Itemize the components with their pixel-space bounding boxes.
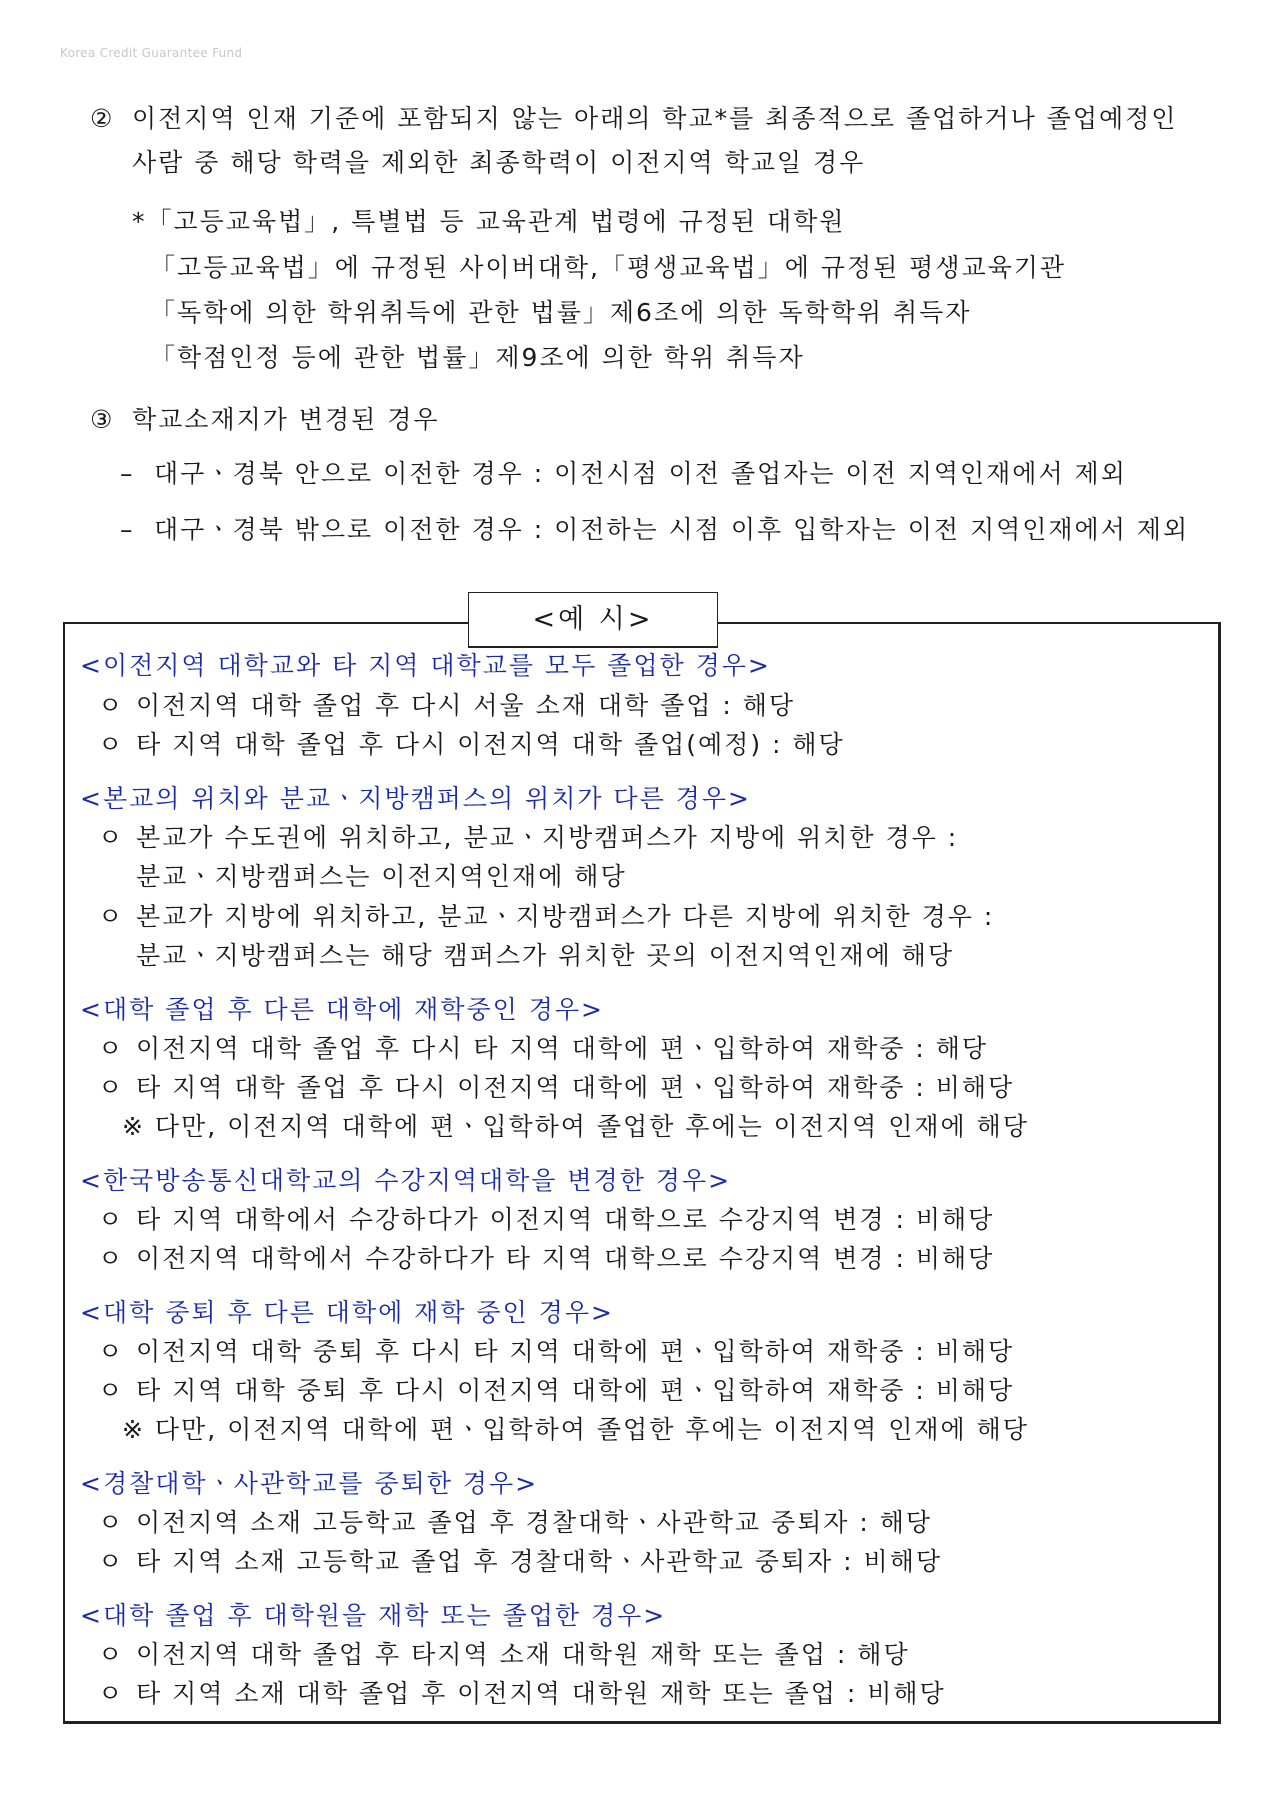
example-bullet (98, 725, 845, 765)
example-heading: <대학 졸업 후 대학원을 재학 또는 졸업한 경우> (80, 1601, 667, 1630)
item-2-note-1: *「고등교육법」, 특별법 등 교육관계 법령에 규정된 대학원 (132, 207, 846, 236)
bullet-mark: ㅇ (98, 1034, 125, 1063)
bullet-mark: ㅇ (98, 1244, 125, 1273)
item-2-line-2: 사람 중 해당 학력을 제외한 최종학력이 이전지역 학교일 경우 (132, 148, 866, 177)
example-bullet-continuation: 분교ㆍ지방캠퍼스는 해당 캠퍼스가 위치한 곳의 이전지역인재에 해당 (136, 941, 955, 970)
dash-mark: – (120, 515, 135, 544)
item-3-text: 학교소재지가 변경된 경우 (132, 405, 440, 434)
dash-text: 대구ㆍ경북 안으로 이전한 경우 : 이전시점 이전 졸업자는 이전 지역인재에서 제외 (154, 459, 1127, 488)
bullet-mark: ㅇ (98, 691, 125, 720)
bullet-text: 본교가 지방에 위치하고, 분교ㆍ지방캠퍼스가 다른 지방에 위치한 경우 : (136, 902, 995, 931)
example-remark (122, 1107, 1029, 1147)
example-bullet (98, 818, 958, 858)
bullet-mark: ㅇ (98, 1508, 125, 1537)
bullet-mark: ㅇ (98, 1337, 125, 1366)
example-bullet (98, 897, 994, 937)
remark-text: 다만, 이전지역 대학에 편ㆍ입학하여 졸업한 후에는 이전지역 인재에 해당 (154, 1415, 1029, 1444)
bullet-mark: ㅇ (98, 1679, 125, 1708)
bullet-text: 타 지역 대학 졸업 후 다시 이전지역 대학 졸업(예정) : 해당 (136, 730, 845, 759)
example-heading: <한국방송통신대학교의 수강지역대학을 변경한 경우> (80, 1166, 732, 1195)
example-bullet (98, 1635, 910, 1675)
example-bullet (98, 1068, 1014, 1108)
item-3-number: ③ (90, 405, 115, 434)
bullet-mark: ㅇ (98, 730, 125, 759)
bullet-mark: ㅇ (98, 1640, 125, 1669)
item-3-dash-1 (120, 452, 1127, 496)
example-bullet-continuation: 분교ㆍ지방캠퍼스는 이전지역인재에 해당 (136, 862, 627, 891)
bullet-text: 이전지역 대학 중퇴 후 다시 타 지역 대학에 편ㆍ입학하여 재학중 : 비해당 (136, 1337, 1015, 1366)
example-heading: <대학 졸업 후 다른 대학에 재학중인 경우> (80, 995, 604, 1024)
bullet-text: 타 지역 대학 중퇴 후 다시 이전지역 대학에 편ㆍ입학하여 재학중 : 비해당 (136, 1376, 1015, 1405)
bullet-mark: ㅇ (98, 1073, 125, 1102)
item-2-note-2: 「고등교육법」에 규정된 사이버대학,「평생교육법」에 규정된 평생교육기관 (150, 253, 1067, 282)
bullet-mark: ㅇ (98, 1547, 125, 1576)
dash-mark: – (120, 459, 135, 488)
bullet-text: 이전지역 대학 졸업 후 다시 타 지역 대학에 편ㆍ입학하여 재학중 : 해당 (136, 1034, 989, 1063)
bullet-mark: ㅇ (98, 1376, 125, 1405)
example-bullet (98, 1674, 946, 1714)
bullet-text: 이전지역 대학 졸업 후 타지역 소재 대학원 재학 또는 졸업 : 해당 (136, 1640, 910, 1669)
item-2-line-1 (90, 97, 1230, 141)
bullet-text: 이전지역 대학에서 수강하다가 타 지역 대학으로 수강지역 변경 : 비해당 (136, 1244, 995, 1273)
bullet-text: 타 지역 소재 고등학교 졸업 후 경찰대학ㆍ사관학교 중퇴자 : 비해당 (136, 1547, 942, 1576)
remark-mark: ※ (122, 1415, 145, 1444)
bullet-text: 타 지역 대학 졸업 후 다시 이전지역 대학에 편ㆍ입학하여 재학중 : 비해당 (136, 1073, 1015, 1102)
bullet-mark: ㅇ (98, 902, 125, 931)
item-2-number: ② (90, 104, 115, 133)
example-heading: <경찰대학ㆍ사관학교를 중퇴한 경우> (80, 1469, 539, 1498)
item-3-title (90, 398, 1230, 442)
example-heading: <이전지역 대학교와 타 지역 대학교를 모두 졸업한 경우> (80, 651, 771, 680)
bullet-text: 이전지역 대학 졸업 후 다시 서울 소재 대학 졸업 : 해당 (136, 691, 796, 720)
remark-text: 다만, 이전지역 대학에 편ㆍ입학하여 졸업한 후에는 이전지역 인재에 해당 (154, 1112, 1029, 1141)
example-bullet (98, 1332, 1014, 1372)
example-bullet (98, 1200, 994, 1240)
bullet-text: 이전지역 소재 고등학교 졸업 후 경찰대학ㆍ사관학교 중퇴자 : 해당 (136, 1508, 933, 1537)
example-heading: <본교의 위치와 분교ㆍ지방캠퍼스의 위치가 다른 경우> (80, 784, 751, 813)
bullet-text: 타 지역 소재 대학 졸업 후 이전지역 대학원 재학 또는 졸업 : 비해당 (136, 1679, 946, 1708)
example-bullet (98, 1239, 994, 1279)
item-3-dash-2 (120, 508, 1189, 552)
bullet-text: 본교가 수도권에 위치하고, 분교ㆍ지방캠퍼스가 지방에 위치한 경우 : (136, 823, 959, 852)
example-bullet (98, 1503, 932, 1543)
example-heading: <대학 중퇴 후 다른 대학에 재학 중인 경우> (80, 1298, 614, 1327)
example-box-title: <예 시> (468, 592, 718, 648)
bullet-mark: ㅇ (98, 823, 125, 852)
dash-text: 대구ㆍ경북 밖으로 이전한 경우 : 이전하는 시점 이후 입학자는 이전 지역인재에서 제외 (154, 515, 1190, 544)
example-remark (122, 1410, 1029, 1450)
example-bullet (98, 686, 795, 726)
bullet-text: 타 지역 대학에서 수강하다가 이전지역 대학으로 수강지역 변경 : 비해당 (136, 1205, 995, 1234)
example-bullet (98, 1371, 1014, 1411)
example-bullet (98, 1029, 988, 1069)
example-bullet (98, 1542, 942, 1582)
remark-mark: ※ (122, 1112, 145, 1141)
watermark: Korea Credit Guarantee Fund (60, 46, 243, 60)
item-2-note-3: 「독학에 의한 학위취득에 관한 법률」제6조에 의한 독학학위 취득자 (150, 298, 972, 327)
bullet-mark: ㅇ (98, 1205, 125, 1234)
item-2-note-4: 「학점인정 등에 관한 법률」제9조에 의한 학위 취득자 (150, 343, 805, 372)
item-2-text-1: 이전지역 인재 기준에 포함되지 않는 아래의 학교*를 최종적으로 졸업하거나 졸업예정인 (132, 104, 1178, 133)
